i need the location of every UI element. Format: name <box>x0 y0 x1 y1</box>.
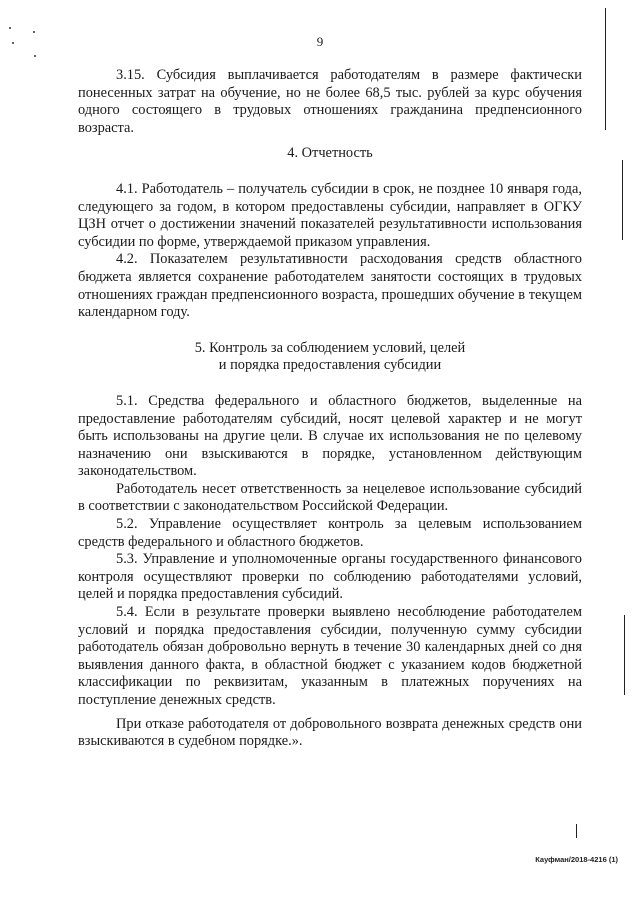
section-5-heading-line-2: и порядка предоставления субсидии <box>218 357 442 374</box>
section-5-heading-line-1: 5. Контроль за соблюдением условий, целей <box>194 339 466 356</box>
scan-artifact-dot <box>9 27 11 29</box>
paragraph-5-1-responsibility: Работодатель несет ответственность за нецелевое использование субсидий в соответствии с законодательством Российской Федерации. <box>78 480 582 515</box>
document-code: Кауфман/2018-4216 (1) <box>535 855 618 864</box>
scan-artifact-dot <box>33 31 35 33</box>
scan-artifact-dot <box>12 42 14 44</box>
page-number: 9 <box>316 34 324 49</box>
paragraph-5-2: 5.2. Управление осуществляет контроль за целевым использованием средств федерального и областного бюджетов. <box>78 516 582 550</box>
scan-artifact-line <box>624 615 625 695</box>
scan-artifact-line <box>622 160 623 240</box>
paragraph-4-2: 4.2. Показателем результативности расходования средств областного бюджета является сохранение работодателем занятости состоящих в трудовых отношениях граждан предпенсионного возраста, прошедших обучение в текущем календарном году. <box>78 251 582 321</box>
document-body <box>78 67 582 751</box>
scan-artifact-line <box>605 8 606 130</box>
paragraph-3-15: 3.15. Субсидия выплачивается работодателям в размере фактически понесенных затрат на обучение, но не более 68,5 тыс. рублей за курс обучения одного состоящего в трудовых отношениях гражданина предпенсионного возраста. <box>78 67 582 136</box>
section-4-heading: 4. Отчетность <box>287 145 373 162</box>
paragraph-5-1: 5.1. Средства федерального и областного бюджетов, выделенные на предоставление работодателям субсидий, носят целевой характер и не могут быть использованы на другие цели. В случае их использования не по целевому назначению они взыскиваются в порядке, установленном действующим законодательством. <box>78 392 582 480</box>
scan-artifact-dot <box>34 55 36 57</box>
paragraph-5-4-refusal: При отказе работодателя от добровольного возврата денежных средств они взыскиваются в судебном порядке.». <box>78 715 582 750</box>
paragraph-5-4: 5.4. Если в результате проверки выявлено несоблюдение работодателем условий и порядка предоставления субсидии, полученную сумму субсидии работодатель обязан добровольно вернуть в течение 30 календарных дней со дня выявления данного факта, в областной бюджет с указанием кодов бюджетной классификации по реквизитам, указанным в платежных поручениях на поступление денежных средств. <box>78 604 582 708</box>
paragraph-4-1: 4.1. Работодатель – получатель субсидии в срок, не позднее 10 января года, следующего за годом, в котором предоставлены субсидии, направляет в ОГКУ ЦЗН отчет о достижении значений показателей результативности использования субсидии по форме, утверждаемой приказом управления. <box>78 180 582 250</box>
scan-artifact-line <box>576 824 577 838</box>
paragraph-5-3: 5.3. Управление и уполномоченные органы государственного финансового контроля осуществляют проверки по соблюдению работодателями условий, целей и порядка предоставления субсидий. <box>78 551 582 603</box>
